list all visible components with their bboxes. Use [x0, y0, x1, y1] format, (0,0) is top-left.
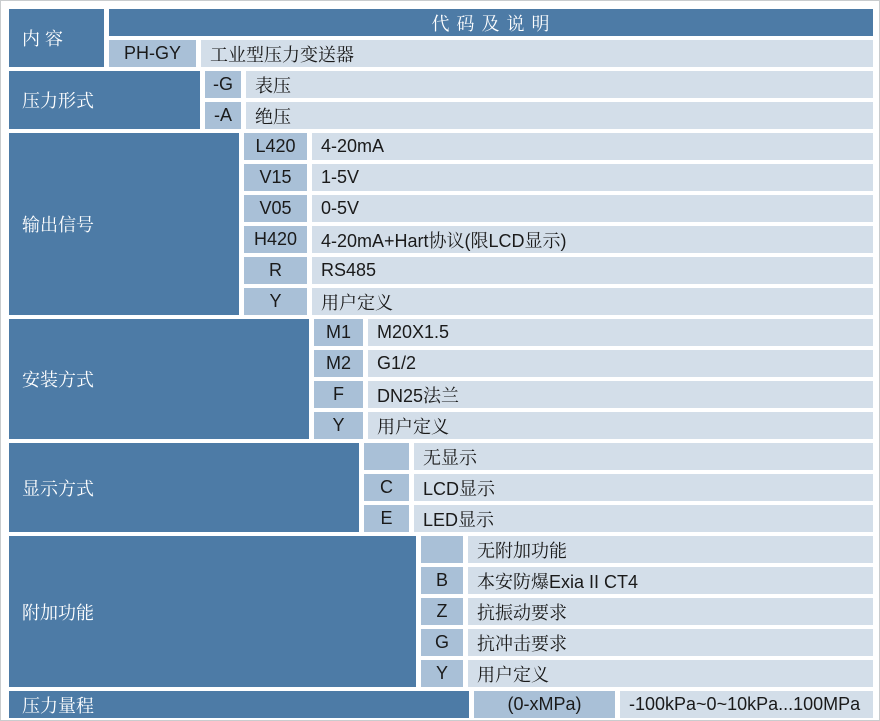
section-rows-display-type — [364, 443, 873, 536]
section-mounting-type — [9, 319, 873, 443]
code-cell: M2 — [314, 350, 363, 377]
option-row — [364, 505, 873, 532]
code-cell: Y — [314, 412, 363, 439]
option-row — [244, 257, 873, 284]
code-cell: R — [244, 257, 307, 284]
section-additional-function — [9, 536, 873, 691]
description-cell: 4-20mA+Hart协议(限LCD显示) — [312, 226, 873, 253]
description-cell: 用户定义 — [368, 412, 873, 439]
option-row — [244, 195, 873, 222]
section-label-pressure-type: 压力形式 — [9, 71, 200, 129]
option-row — [364, 443, 873, 470]
option-row — [244, 133, 873, 160]
section-label-additional-function: 附加功能 — [9, 536, 416, 687]
option-row — [314, 319, 873, 346]
option-row — [314, 350, 873, 377]
section-label-mounting-type: 安装方式 — [9, 319, 309, 439]
code-cell: M1 — [314, 319, 363, 346]
section-label-output-signal: 输出信号 — [9, 133, 239, 315]
code-cell: C — [364, 474, 409, 501]
product-description-cell: 工业型压力变送器 — [201, 40, 873, 67]
option-row — [364, 474, 873, 501]
code-description-header-cell: 代 码 及 说 明 — [109, 9, 873, 36]
code-cell: F — [314, 381, 363, 408]
description-cell: 用户定义 — [468, 660, 873, 687]
option-row — [314, 381, 873, 408]
description-cell: 1-5V — [312, 164, 873, 191]
section-output-signal — [9, 133, 873, 319]
description-cell: -100kPa~0~10kPa...100MPa — [620, 691, 873, 718]
option-row — [244, 164, 873, 191]
description-cell: 本安防爆Exia II CT4 — [468, 567, 873, 594]
code-cell: Y — [244, 288, 307, 315]
description-cell: 用户定义 — [312, 288, 873, 315]
description-cell: M20X1.5 — [368, 319, 873, 346]
option-row — [474, 691, 873, 718]
content-header-cell: 内 容 — [9, 9, 104, 67]
section-rows-pressure-range — [474, 691, 873, 721]
description-cell: LCD显示 — [414, 474, 873, 501]
option-row — [421, 660, 873, 687]
code-cell: L420 — [244, 133, 307, 160]
description-cell: 4-20mA — [312, 133, 873, 160]
section-header — [9, 9, 873, 71]
section-label-display-type: 显示方式 — [9, 443, 359, 532]
code-cell: E — [364, 505, 409, 532]
section-rows-pressure-type — [205, 71, 873, 133]
option-row — [205, 71, 873, 98]
section-rows-output-signal — [244, 133, 873, 319]
code-cell: G — [421, 629, 463, 656]
code-cell: -A — [205, 102, 241, 129]
section-rows-mounting-type — [314, 319, 873, 443]
product-row — [109, 40, 873, 67]
option-row — [244, 288, 873, 315]
description-cell: RS485 — [312, 257, 873, 284]
option-sections — [9, 71, 873, 721]
option-row — [421, 629, 873, 656]
description-cell: 表压 — [246, 71, 873, 98]
section-label-pressure-range: 压力量程 — [9, 691, 469, 718]
option-row — [244, 226, 873, 253]
option-row — [421, 567, 873, 594]
code-cell — [364, 443, 409, 470]
description-cell: 无附加功能 — [468, 536, 873, 563]
code-cell: Z — [421, 598, 463, 625]
section-pressure-range — [9, 691, 873, 721]
section-pressure-type — [9, 71, 873, 133]
description-cell: 抗振动要求 — [468, 598, 873, 625]
option-row — [421, 598, 873, 625]
description-cell: 0-5V — [312, 195, 873, 222]
product-code-cell: PH-GY — [109, 40, 196, 67]
description-cell: DN25法兰 — [368, 381, 873, 408]
description-cell: LED显示 — [414, 505, 873, 532]
code-cell: Y — [421, 660, 463, 687]
code-cell: (0-xMPa) — [474, 691, 615, 718]
option-row — [205, 102, 873, 129]
code-cell — [421, 536, 463, 563]
code-cell: V15 — [244, 164, 307, 191]
code-cell: B — [421, 567, 463, 594]
code-cell: H420 — [244, 226, 307, 253]
code-cell: -G — [205, 71, 241, 98]
description-cell: G1/2 — [368, 350, 873, 377]
code-cell: V05 — [244, 195, 307, 222]
section-display-type — [9, 443, 873, 536]
description-cell: 无显示 — [414, 443, 873, 470]
section-rows-additional-function — [421, 536, 873, 691]
description-cell: 绝压 — [246, 102, 873, 129]
option-row — [421, 536, 873, 563]
description-cell: 抗冲击要求 — [468, 629, 873, 656]
option-row — [314, 412, 873, 439]
header-row — [109, 9, 873, 36]
